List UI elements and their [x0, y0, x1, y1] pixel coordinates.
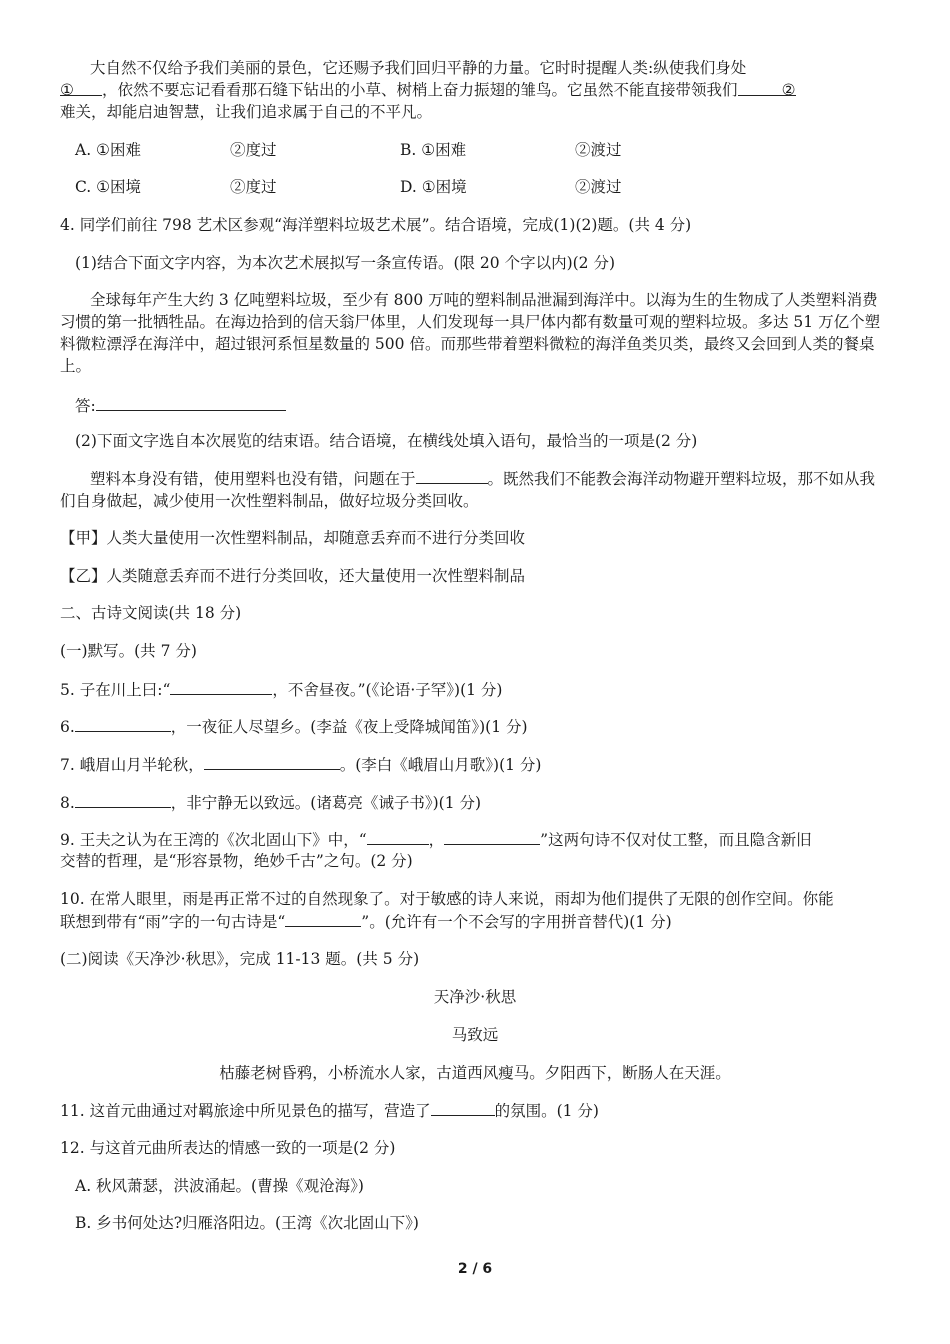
- q3-line-3: 难关，却能启迪智慧，让我们追求属于自己的不平凡。: [60, 103, 433, 121]
- option-c-1: C. ①困境: [75, 178, 142, 196]
- q5-text-b: ，不舍昼夜。”(《论语·子罕》)(1 分): [272, 681, 503, 699]
- page-number: 2 / 6: [457, 1261, 493, 1277]
- q4-title: 4. 同学们前往 798 艺术区参观“海洋塑料垃圾艺术展”。结合语境，完成(1)(2)题。(共 4 分): [60, 216, 692, 234]
- answer-blank: [96, 395, 286, 411]
- q4-part1-title: (1)结合下面文字内容，为本次艺术展拟写一条宣传语。(限 20 个字以内)(2 分): [75, 254, 616, 272]
- q3-line-2-text: ，依然不要忘记看看那石缝下钻出的小草、树梢上奋力振翅的雏鸟。它虽然不能直接带领我们: [102, 81, 738, 99]
- q5-text-a: 5. 子在川上曰:“: [60, 681, 171, 699]
- q4-answer-line: [75, 395, 286, 417]
- part2-blank: [416, 468, 488, 484]
- part2-text-a: 塑料本身没有错，使用塑料也没有错，问题在于: [90, 470, 416, 488]
- q6-text-a: 6.: [60, 718, 75, 736]
- q3-line-2: [60, 80, 796, 101]
- q7-blank: [204, 754, 340, 770]
- q10-blank: [285, 911, 361, 927]
- section-2-sub2: (二)阅读《天净沙·秋思》，完成 11-13 题。(共 5 分): [60, 950, 420, 968]
- q9-line-1: [60, 829, 812, 851]
- q7-text-b: 。(李白《峨眉山月歌》)(1 分): [339, 756, 542, 774]
- option-c-2: ②度过: [230, 178, 277, 196]
- q10-line-2: [60, 911, 672, 933]
- q10-line-1: 10. 在常人眼里，雨是再正常不过的自然现象了。对于敏感的诗人来说，雨却为他们提供了无限的创作空间。你能: [60, 890, 834, 908]
- q10-text-b: 联想到带有“雨”字的一句古诗是“: [60, 913, 286, 931]
- q12-option-b: B. 乡书何处达?归雁洛阳边。(王湾《次北固山下》): [75, 1214, 419, 1232]
- q8: [60, 792, 481, 814]
- option-b-2: ②渡过: [575, 141, 622, 159]
- q11-text-b: 的氛围。(1 分): [494, 1102, 599, 1120]
- q7-text-a: 7. 峨眉山月半轮秋，: [60, 756, 204, 774]
- q10-text-c: ”。(允许有一个不会写的字用拼音替代)(1 分): [361, 913, 672, 931]
- q6-blank: [75, 716, 171, 732]
- q9-blank-1: [367, 829, 429, 845]
- q11-text-a: 11. 这首元曲通过对羁旅途中所见景色的描写，营造了: [60, 1102, 431, 1120]
- q9-line-2: 交替的哲理，是“形容景物，绝妙千古”之句。(2 分): [60, 852, 413, 870]
- section-2-sub1: (一)默写。(共 7 分): [60, 642, 197, 660]
- q9-text-b: ，: [428, 831, 445, 849]
- q4-part2-title: (2)下面文字选自本次展览的结束语。结合语境，在横线处填入语句，最恰当的一项是(2 分): [75, 432, 698, 450]
- section-2-title: 二、古诗文阅读(共 18 分): [60, 604, 242, 622]
- q4-part2-passage: [60, 468, 888, 512]
- option-d-2: ②渡过: [575, 178, 622, 196]
- q8-blank: [75, 792, 171, 808]
- option-d-1: D. ①困境: [400, 178, 467, 196]
- q6: [60, 716, 528, 738]
- q6-text-b: ，一夜征人尽望乡。(李益《夜上受降城闻笛》)(1 分): [170, 718, 528, 736]
- q4-part1-passage: 全球每年产生大约 3 亿吨塑料垃圾，至少有 800 万吨的塑料制品泄漏到海洋中。以海为生的生物成了人类塑料消费习惯的第一批牺牲品。在海边拾到的信天翁尸体里，人们发现每一具尸体内都有数量可观的塑料垃圾。多达 51 万亿个塑料微粒漂浮在海洋中，超过银河系恒星数量的 500 倍。而那些带着塑料微粒的海洋鱼类贝类，最终又会回到人类的餐桌上。: [60, 291, 881, 375]
- q11-blank: [431, 1100, 495, 1116]
- part2-text-b: 。既然我们不能教会海洋动物避开塑料垃圾，那不如从我们自身做起，减少使用一次性塑料制品，做好垃圾分类回收。: [60, 470, 876, 510]
- poem-title: 天净沙·秋思: [433, 988, 517, 1006]
- option-jia: 【甲】人类大量使用一次性塑料制品，却随意丢弃而不进行分类回收: [60, 529, 526, 547]
- option-a-1: A. ①困难: [75, 141, 141, 159]
- answer-label: 答:: [75, 397, 96, 415]
- option-a-2: ②度过: [230, 141, 277, 159]
- q8-text-a: 8.: [60, 794, 75, 812]
- q9-text-c: ”这两句诗不仅对仗工整，而且隐含新旧: [540, 831, 812, 849]
- q3-line-1: 大自然不仅给予我们美丽的景色，它还赐予我们回归平静的力量。它时时提醒人类:纵使我们身处: [90, 59, 747, 77]
- q7: [60, 754, 541, 776]
- q9-blank-2: [444, 829, 540, 845]
- blank-1: ①: [60, 80, 102, 96]
- option-b-1: B. ①困难: [400, 141, 467, 159]
- q5: [60, 679, 502, 701]
- q11: [60, 1100, 599, 1122]
- q12-option-a: A. 秋风萧瑟，洪波涌起。(曹操《观沧海》): [75, 1177, 364, 1195]
- option-yi: 【乙】人类随意丢弃而不进行分类回收，还大量使用一次性塑料制品: [60, 567, 526, 585]
- poem-author: 马致远: [451, 1026, 499, 1044]
- poem-text: 枯藤老树昏鸦，小桥流水人家，古道西风瘦马。夕阳西下，断肠人在天涯。: [219, 1064, 731, 1082]
- q12: 12. 与这首元曲所表达的情感一致的一项是(2 分): [60, 1139, 396, 1157]
- q5-blank: [170, 679, 272, 695]
- q8-text-b: ，非宁静无以致远。(诸葛亮《诫子书》)(1 分): [170, 794, 482, 812]
- blank-2: ②: [738, 80, 796, 96]
- q9-text-a: 9. 王夫之认为在王湾的《次北固山下》中，“: [60, 831, 367, 849]
